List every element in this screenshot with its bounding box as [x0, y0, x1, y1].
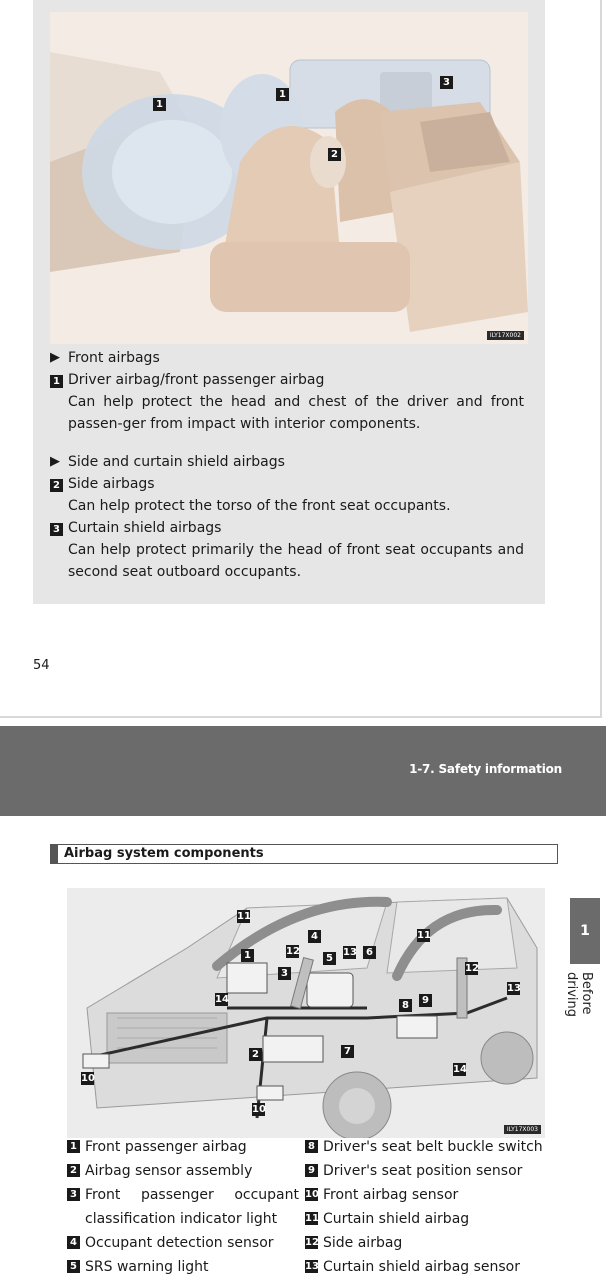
image-code: ILY17X002 — [487, 331, 524, 340]
callout-6: 6 — [363, 946, 376, 959]
callout-13-rear: 13 — [507, 983, 521, 994]
item-description: Can help protect primarily the head of front seat occupants and second seat outboard occupants. — [68, 542, 524, 580]
list-item — [50, 473, 524, 495]
front-airbags-section — [50, 347, 524, 435]
callout-3: 3 — [278, 967, 291, 980]
callout-1-passenger: 1 — [276, 88, 289, 101]
legend-item — [305, 1231, 545, 1255]
legend-item — [305, 1183, 545, 1207]
callout-12-side-front: 12 — [286, 946, 300, 957]
legend-item — [305, 1135, 545, 1159]
legend-number: 1 — [67, 1140, 80, 1153]
item-title: Driver airbag/front passenger airbag — [68, 372, 325, 388]
callout-5: 5 — [323, 952, 336, 965]
heading-text: Side and curtain shield airbags — [68, 454, 285, 470]
callout-10-left: 10 — [81, 1073, 95, 1084]
section-title: Airbag system components — [50, 844, 558, 864]
triangle-bullet-icon: ▶ — [50, 350, 60, 365]
legend-number: 2 — [67, 1164, 80, 1177]
legend-text: SRS warning light — [85, 1259, 209, 1275]
triangle-bullet-icon: ▶ — [50, 454, 60, 469]
callout-9: 9 — [419, 994, 432, 1007]
side-curtain-section — [50, 451, 524, 583]
legend-item — [305, 1207, 545, 1231]
interior-drawing — [50, 12, 528, 344]
callout-12-side-rear: 12 — [465, 963, 479, 974]
legend-number: 12 — [305, 1237, 319, 1248]
legend-text: Side airbag — [323, 1235, 403, 1251]
legend-item — [67, 1255, 299, 1279]
item-number: 3 — [50, 523, 63, 536]
legend-number: 11 — [305, 1213, 319, 1224]
callout-1-driver: 1 — [153, 98, 166, 111]
legend-number: 4 — [67, 1236, 80, 1249]
list-item — [50, 517, 524, 539]
legend-item — [305, 1159, 545, 1183]
legend-item — [305, 1255, 545, 1279]
callout-10-bottom: 10 — [252, 1104, 266, 1115]
legend-text: Curtain shield airbag — [323, 1211, 470, 1227]
legend-item — [67, 1135, 299, 1159]
legend-text: Airbag sensor assembly — [85, 1163, 253, 1179]
legend-number: 9 — [305, 1164, 318, 1177]
legend-number: 3 — [67, 1188, 80, 1201]
legend-item — [67, 1231, 299, 1255]
chapter-label: Before driving — [564, 972, 594, 1018]
legend-text: Driver's seat position sensor — [323, 1163, 523, 1179]
page-number: 54 — [33, 658, 50, 673]
item-description: Can help protect the head and chest of the driver and front passen-ger from impact with interior components. — [68, 394, 524, 432]
callout-13-front: 13 — [343, 947, 357, 958]
legend-item — [67, 1159, 299, 1183]
item-number: 1 — [50, 375, 63, 388]
legend-text: Front airbag sensor — [323, 1187, 459, 1203]
callout-11-curtain-rear: 11 — [417, 930, 431, 941]
vehicle-airbag-diagram — [67, 888, 545, 1138]
legend-text: Driver's seat belt buckle switch — [323, 1139, 543, 1155]
callout-7: 7 — [341, 1045, 354, 1058]
callout-3-curtain: 3 — [440, 76, 453, 89]
legend-text: Curtain shield airbag sensor — [323, 1259, 521, 1275]
callout-1: 1 — [241, 949, 254, 962]
callout-2-side: 2 — [328, 148, 341, 161]
interior-airbag-illustration — [50, 12, 528, 344]
callout-2: 2 — [249, 1048, 262, 1061]
item-title: Side airbags — [68, 476, 155, 492]
callout-4: 4 — [308, 930, 321, 943]
legend-right — [305, 1135, 545, 1279]
legend-text: Front passenger occupant classification indicator light — [85, 1187, 299, 1227]
callout-14-rear: 14 — [453, 1064, 467, 1075]
item-title: Curtain shield airbags — [68, 520, 222, 536]
section-heading — [50, 451, 524, 473]
vehicle-drawing — [67, 888, 545, 1138]
callout-11-curtain-front: 11 — [237, 911, 251, 922]
heading-text: Front airbags — [68, 350, 160, 366]
legend-text: Front passenger airbag — [85, 1139, 247, 1155]
chapter-tab: 1 — [570, 898, 600, 964]
image-code: ILY17X003 — [504, 1125, 541, 1134]
legend-left — [67, 1135, 299, 1279]
legend-item — [67, 1183, 299, 1231]
section-header: 1-7. Safety information — [409, 762, 562, 776]
page-header-bar — [0, 726, 606, 816]
legend-text: Occupant detection sensor — [85, 1235, 274, 1251]
item-description: Can help protect the torso of the front seat occupants. — [68, 498, 451, 514]
section-heading — [50, 347, 524, 369]
legend-number: 5 — [67, 1260, 80, 1273]
item-number: 2 — [50, 479, 63, 492]
legend-number: 10 — [305, 1189, 319, 1200]
callout-14-front: 14 — [215, 994, 229, 1005]
legend-number: 8 — [305, 1140, 318, 1153]
legend-number: 13 — [305, 1261, 319, 1272]
list-item — [50, 369, 524, 391]
callout-8: 8 — [399, 999, 412, 1012]
